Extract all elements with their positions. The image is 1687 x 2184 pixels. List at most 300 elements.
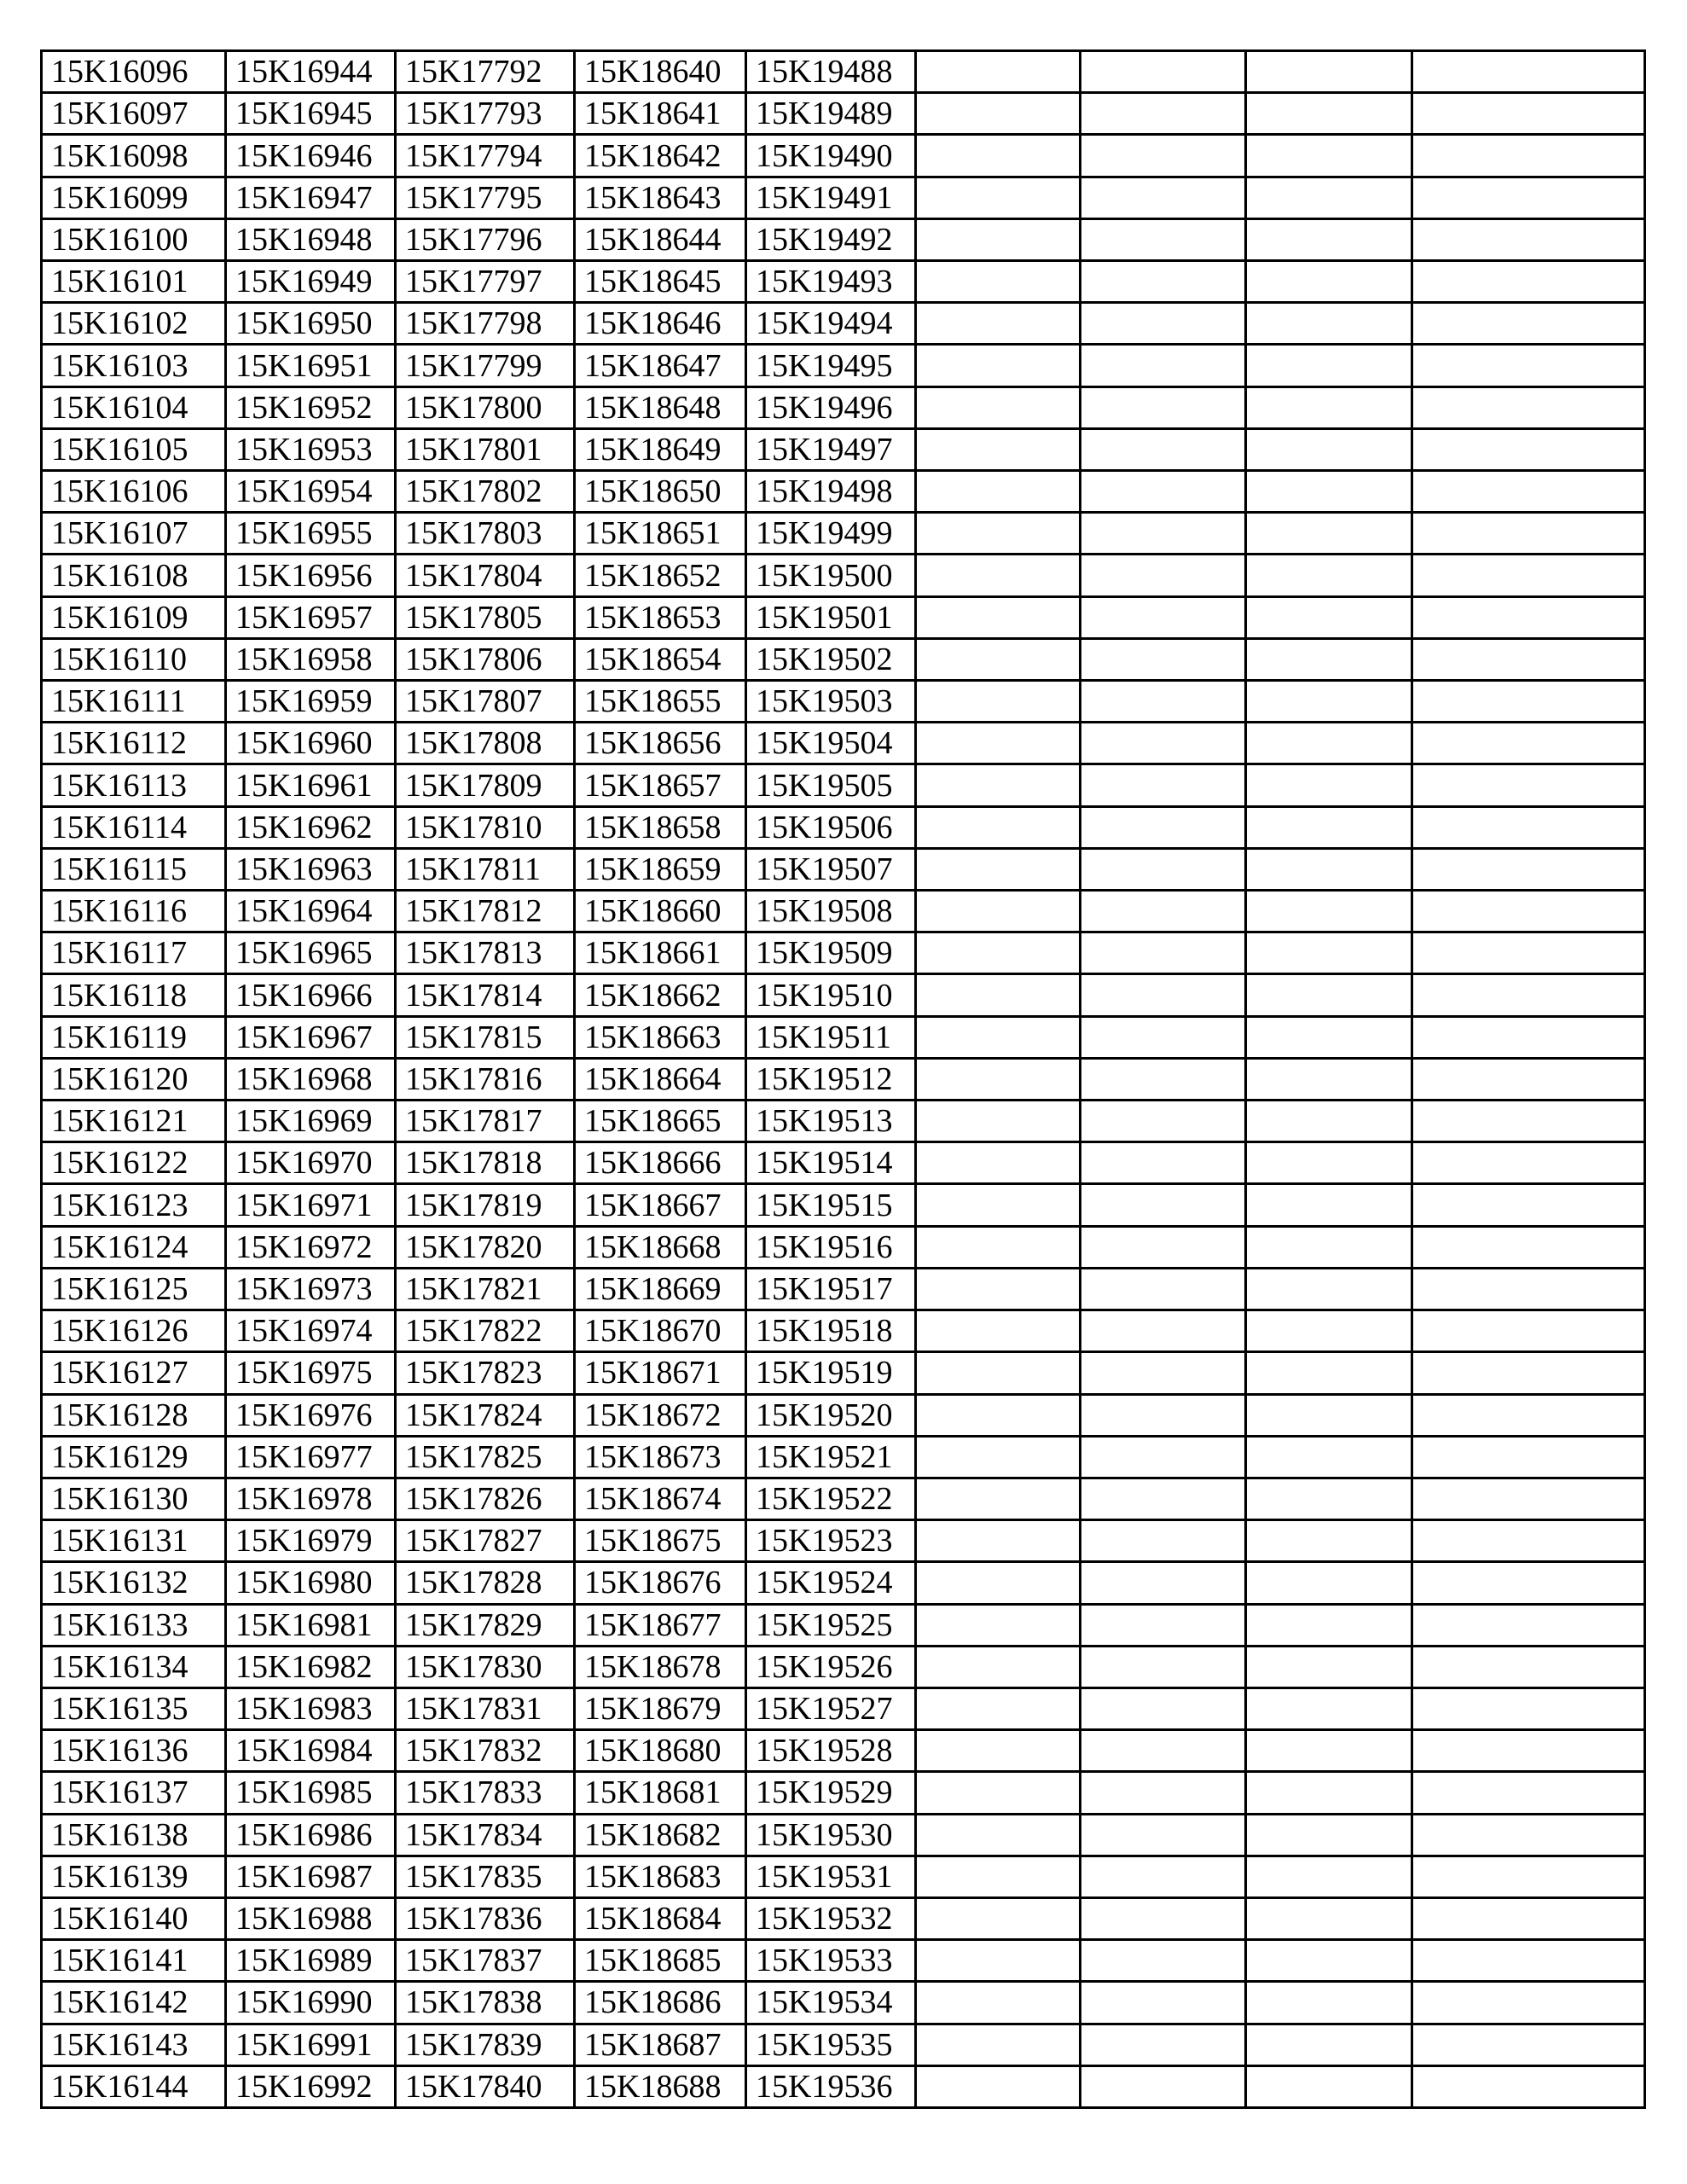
serial-cell: 15K16978 [226, 1478, 396, 1519]
serial-cell: 15K16097 [42, 93, 226, 135]
empty-cell [1412, 1142, 1645, 1184]
empty-cell [1081, 1016, 1246, 1058]
empty-cell [1246, 177, 1412, 218]
serial-cell: 15K16969 [226, 1101, 396, 1142]
serial-cell: 15K17817 [396, 1101, 575, 1142]
serial-cell: 15K17795 [396, 177, 575, 218]
empty-cell [1412, 723, 1645, 764]
table-row [42, 1897, 1645, 1939]
empty-cell [1412, 806, 1645, 848]
serial-cell: 15K19518 [746, 1310, 916, 1352]
serial-cell: 15K16973 [226, 1268, 396, 1310]
table-row [42, 218, 1645, 260]
table-row [42, 1184, 1645, 1226]
empty-cell [916, 555, 1081, 596]
empty-cell [1246, 848, 1412, 890]
table-row [42, 1394, 1645, 1436]
serial-cell: 15K16955 [226, 513, 396, 555]
serial-cell: 15K19515 [746, 1184, 916, 1226]
empty-cell [1081, 764, 1246, 806]
serial-cell: 15K18674 [575, 1478, 746, 1519]
serial-cell: 15K18668 [575, 1226, 746, 1268]
table-row [42, 1814, 1645, 1856]
serial-cell: 15K16946 [226, 135, 396, 177]
serial-cell: 15K17812 [396, 891, 575, 932]
empty-cell [1246, 1772, 1412, 1814]
serial-cell: 15K17794 [396, 135, 575, 177]
empty-cell [1246, 932, 1412, 974]
serial-cell: 15K18679 [575, 1687, 746, 1729]
serial-cell: 15K16966 [226, 974, 396, 1016]
empty-cell [1412, 303, 1645, 345]
serial-cell: 15K19531 [746, 1856, 916, 1897]
serial-cell: 15K18655 [575, 681, 746, 723]
empty-cell [1081, 1940, 1246, 1982]
empty-cell [1081, 848, 1246, 890]
serial-cell: 15K16144 [42, 2065, 226, 2107]
serial-cell: 15K16132 [42, 1562, 226, 1604]
empty-cell [916, 1226, 1081, 1268]
empty-cell [916, 2024, 1081, 2065]
serial-cell: 15K17828 [396, 1562, 575, 1604]
empty-cell [1412, 891, 1645, 932]
serial-cell: 15K17823 [396, 1352, 575, 1394]
empty-cell [916, 1101, 1081, 1142]
empty-cell [1081, 513, 1246, 555]
serial-cell: 15K17809 [396, 764, 575, 806]
empty-cell [916, 932, 1081, 974]
serial-cell: 15K18666 [575, 1142, 746, 1184]
serial-cell: 15K16110 [42, 638, 226, 680]
empty-cell [1412, 135, 1645, 177]
serial-cell: 15K16104 [42, 386, 226, 428]
table-row [42, 638, 1645, 680]
table-row [42, 555, 1645, 596]
table-row [42, 596, 1645, 638]
serial-cell: 15K19521 [746, 1436, 916, 1478]
serial-cell: 15K16113 [42, 764, 226, 806]
empty-cell [1412, 93, 1645, 135]
empty-cell [1246, 1562, 1412, 1604]
serial-cell: 15K16143 [42, 2024, 226, 2065]
empty-cell [1412, 1940, 1645, 1982]
serial-cell: 15K19517 [746, 1268, 916, 1310]
empty-cell [1412, 177, 1645, 218]
serial-cell: 15K18680 [575, 1730, 746, 1772]
serial-cell: 15K16989 [226, 1940, 396, 1982]
serial-cell: 15K17839 [396, 2024, 575, 2065]
serial-cell: 15K17807 [396, 681, 575, 723]
serial-cell: 15K19495 [746, 345, 916, 386]
table-row [42, 1604, 1645, 1646]
serial-cell: 15K18667 [575, 1184, 746, 1226]
serial-cell: 15K16107 [42, 513, 226, 555]
serial-cell: 15K16974 [226, 1310, 396, 1352]
empty-cell [1246, 681, 1412, 723]
serial-cell: 15K19500 [746, 555, 916, 596]
serial-cell: 15K17806 [396, 638, 575, 680]
empty-cell [916, 2065, 1081, 2107]
serial-cell: 15K17824 [396, 1394, 575, 1436]
serial-cell: 15K16960 [226, 723, 396, 764]
empty-cell [1081, 596, 1246, 638]
empty-cell [1081, 1856, 1246, 1897]
serial-cell: 15K18654 [575, 638, 746, 680]
empty-cell [1412, 1646, 1645, 1687]
empty-cell [1081, 1897, 1246, 1939]
table-row [42, 1226, 1645, 1268]
serial-cell: 15K17815 [396, 1016, 575, 1058]
serial-cell: 15K18648 [575, 386, 746, 428]
serial-cell: 15K16116 [42, 891, 226, 932]
empty-cell [1246, 1730, 1412, 1772]
empty-cell [1081, 1352, 1246, 1394]
table-row [42, 764, 1645, 806]
serial-cell: 15K17831 [396, 1687, 575, 1729]
empty-cell [1081, 932, 1246, 974]
serial-cell: 15K17822 [396, 1310, 575, 1352]
empty-cell [1246, 1142, 1412, 1184]
empty-cell [1246, 218, 1412, 260]
serial-cell: 15K17800 [396, 386, 575, 428]
empty-cell [1081, 1436, 1246, 1478]
serial-cell: 15K17792 [396, 51, 575, 93]
serial-cell: 15K19516 [746, 1226, 916, 1268]
serial-cell: 15K17810 [396, 806, 575, 848]
serial-cell: 15K16135 [42, 1687, 226, 1729]
empty-cell [1412, 345, 1645, 386]
serial-cell: 15K18641 [575, 93, 746, 135]
serial-cell: 15K19507 [746, 848, 916, 890]
empty-cell [1081, 891, 1246, 932]
serial-cell: 15K19525 [746, 1604, 916, 1646]
serial-cell: 15K18665 [575, 1101, 746, 1142]
serial-cell: 15K16977 [226, 1436, 396, 1478]
empty-cell [1412, 1268, 1645, 1310]
serial-cell: 15K17826 [396, 1478, 575, 1519]
serial-cell: 15K19519 [746, 1352, 916, 1394]
serial-cell: 15K19530 [746, 1814, 916, 1856]
table-row [42, 1520, 1645, 1562]
serial-cell: 15K19535 [746, 2024, 916, 2065]
table-row [42, 848, 1645, 890]
table-row [42, 891, 1645, 932]
serial-cell: 15K16123 [42, 1184, 226, 1226]
empty-cell [916, 1268, 1081, 1310]
table-row [42, 1856, 1645, 1897]
serial-cell: 15K16108 [42, 555, 226, 596]
serial-cell: 15K18677 [575, 1604, 746, 1646]
serial-cell: 15K16103 [42, 345, 226, 386]
serial-cell: 15K18685 [575, 1940, 746, 1982]
serial-cell: 15K19512 [746, 1058, 916, 1100]
empty-cell [1412, 1310, 1645, 1352]
serial-cell: 15K16137 [42, 1772, 226, 1814]
empty-cell [1246, 596, 1412, 638]
empty-cell [1246, 891, 1412, 932]
table-row [42, 932, 1645, 974]
empty-cell [1412, 1897, 1645, 1939]
empty-cell [1412, 51, 1645, 93]
empty-cell [916, 1856, 1081, 1897]
empty-cell [916, 135, 1081, 177]
serial-cell: 15K17821 [396, 1268, 575, 1310]
serial-cell: 15K16967 [226, 1016, 396, 1058]
serial-cell: 15K18688 [575, 2065, 746, 2107]
serial-cell: 15K16122 [42, 1142, 226, 1184]
table-row [42, 513, 1645, 555]
empty-cell [1246, 471, 1412, 513]
serial-cell: 15K18670 [575, 1310, 746, 1352]
empty-cell [1246, 1940, 1412, 1982]
empty-cell [1246, 1436, 1412, 1478]
serial-cell: 15K16127 [42, 1352, 226, 1394]
serial-cell: 15K16986 [226, 1814, 396, 1856]
serial-cell: 15K17829 [396, 1604, 575, 1646]
empty-cell [1081, 218, 1246, 260]
serial-cell: 15K16138 [42, 1814, 226, 1856]
table-row [42, 1058, 1645, 1100]
serial-cell: 15K18675 [575, 1520, 746, 1562]
serial-cell: 15K18640 [575, 51, 746, 93]
serial-cell: 15K16976 [226, 1394, 396, 1436]
serial-cell: 15K16970 [226, 1142, 396, 1184]
serial-cell: 15K16954 [226, 471, 396, 513]
table-row [42, 974, 1645, 1016]
serial-cell: 15K19490 [746, 135, 916, 177]
empty-cell [1246, 723, 1412, 764]
serial-cell: 15K16118 [42, 974, 226, 1016]
empty-cell [1081, 1772, 1246, 1814]
empty-cell [916, 1016, 1081, 1058]
table-row [42, 1478, 1645, 1519]
serial-cell: 15K17820 [396, 1226, 575, 1268]
serial-cell: 15K16126 [42, 1310, 226, 1352]
empty-cell [916, 891, 1081, 932]
empty-cell [1412, 218, 1645, 260]
serial-cell: 15K16953 [226, 428, 396, 470]
serial-cell: 15K17830 [396, 1646, 575, 1687]
empty-cell [916, 1687, 1081, 1729]
empty-cell [1246, 261, 1412, 303]
serial-cell: 15K17827 [396, 1520, 575, 1562]
serial-cell: 15K18672 [575, 1394, 746, 1436]
serial-cell: 15K16945 [226, 93, 396, 135]
empty-cell [1412, 596, 1645, 638]
table-row [42, 1352, 1645, 1394]
serial-cell: 15K19511 [746, 1016, 916, 1058]
empty-cell [1412, 471, 1645, 513]
serial-cell: 15K19523 [746, 1520, 916, 1562]
serial-cell: 15K16099 [42, 177, 226, 218]
serial-cell: 15K16972 [226, 1226, 396, 1268]
empty-cell [1246, 1184, 1412, 1226]
serial-cell: 15K18651 [575, 513, 746, 555]
serial-cell: 15K16987 [226, 1856, 396, 1897]
serial-cell: 15K16968 [226, 1058, 396, 1100]
empty-cell [1081, 1184, 1246, 1226]
serial-cell: 15K16139 [42, 1856, 226, 1897]
serial-cell: 15K17836 [396, 1897, 575, 1939]
serial-cell: 15K17813 [396, 932, 575, 974]
empty-cell [1081, 1226, 1246, 1268]
serial-cell: 15K17833 [396, 1772, 575, 1814]
empty-cell [916, 1562, 1081, 1604]
table-row [42, 2065, 1645, 2107]
table-body [42, 51, 1645, 2108]
empty-cell [1081, 1520, 1246, 1562]
table-row [42, 177, 1645, 218]
empty-cell [1246, 1101, 1412, 1142]
serial-cell: 15K19509 [746, 932, 916, 974]
serial-cell: 15K16985 [226, 1772, 396, 1814]
serial-cell: 15K16947 [226, 177, 396, 218]
serial-cell: 15K19504 [746, 723, 916, 764]
serial-cell: 15K18652 [575, 555, 746, 596]
empty-cell [1081, 428, 1246, 470]
serial-cell: 15K17832 [396, 1730, 575, 1772]
empty-cell [1081, 303, 1246, 345]
empty-cell [1246, 555, 1412, 596]
serial-cell: 15K18681 [575, 1772, 746, 1814]
empty-cell [1246, 1058, 1412, 1100]
serial-cell: 15K19524 [746, 1562, 916, 1604]
serial-cell: 15K18682 [575, 1814, 746, 1856]
empty-cell [1412, 974, 1645, 1016]
empty-cell [1246, 386, 1412, 428]
table-row [42, 135, 1645, 177]
empty-cell [1246, 764, 1412, 806]
serial-cell: 15K17835 [396, 1856, 575, 1897]
serial-cell: 15K18649 [575, 428, 746, 470]
empty-cell [916, 513, 1081, 555]
serial-cell: 15K16106 [42, 471, 226, 513]
serial-cell: 15K16111 [42, 681, 226, 723]
serial-cell: 15K18656 [575, 723, 746, 764]
empty-cell [1412, 386, 1645, 428]
empty-cell [916, 177, 1081, 218]
empty-cell [1412, 555, 1645, 596]
table-row [42, 1772, 1645, 1814]
empty-cell [1246, 2065, 1412, 2107]
empty-cell [1412, 681, 1645, 723]
empty-cell [1081, 1604, 1246, 1646]
empty-cell [1412, 1982, 1645, 2024]
serial-cell: 15K17793 [396, 93, 575, 135]
empty-cell [1081, 1268, 1246, 1310]
serial-cell: 15K19529 [746, 1772, 916, 1814]
serial-cell: 15K19520 [746, 1394, 916, 1436]
empty-cell [1412, 1226, 1645, 1268]
empty-cell [1412, 1058, 1645, 1100]
serial-number-table [40, 49, 1646, 2109]
serial-cell: 15K19502 [746, 638, 916, 680]
empty-cell [1412, 1856, 1645, 1897]
empty-cell [1081, 345, 1246, 386]
serial-cell: 15K16957 [226, 596, 396, 638]
serial-cell: 15K18647 [575, 345, 746, 386]
table-row [42, 428, 1645, 470]
empty-cell [916, 1394, 1081, 1436]
empty-cell [916, 471, 1081, 513]
serial-cell: 15K18650 [575, 471, 746, 513]
serial-cell: 15K18643 [575, 177, 746, 218]
empty-cell [1081, 681, 1246, 723]
empty-cell [1412, 261, 1645, 303]
serial-cell: 15K16112 [42, 723, 226, 764]
serial-cell: 15K17799 [396, 345, 575, 386]
empty-cell [1412, 1352, 1645, 1394]
empty-cell [916, 1982, 1081, 2024]
serial-cell: 15K19510 [746, 974, 916, 1016]
serial-cell: 15K18642 [575, 135, 746, 177]
serial-cell: 15K16975 [226, 1352, 396, 1394]
empty-cell [1081, 1730, 1246, 1772]
serial-cell: 15K17818 [396, 1142, 575, 1184]
serial-cell: 15K19506 [746, 806, 916, 848]
serial-cell: 15K16958 [226, 638, 396, 680]
empty-cell [1081, 1101, 1246, 1142]
serial-cell: 15K19528 [746, 1730, 916, 1772]
serial-cell: 15K16991 [226, 2024, 396, 2065]
serial-cell: 15K16102 [42, 303, 226, 345]
serial-cell: 15K16971 [226, 1184, 396, 1226]
serial-cell: 15K16096 [42, 51, 226, 93]
empty-cell [1246, 1268, 1412, 1310]
serial-cell: 15K16124 [42, 1226, 226, 1268]
empty-cell [1081, 1394, 1246, 1436]
serial-cell: 15K18646 [575, 303, 746, 345]
empty-cell [916, 51, 1081, 93]
empty-cell [916, 1184, 1081, 1226]
serial-cell: 15K18686 [575, 1982, 746, 2024]
serial-cell: 15K17838 [396, 1982, 575, 2024]
empty-cell [916, 764, 1081, 806]
empty-cell [916, 1646, 1081, 1687]
empty-cell [1246, 1310, 1412, 1352]
serial-cell: 15K19522 [746, 1478, 916, 1519]
serial-cell: 15K19493 [746, 261, 916, 303]
serial-cell: 15K16133 [42, 1604, 226, 1646]
serial-cell: 15K19501 [746, 596, 916, 638]
serial-cell: 15K17837 [396, 1940, 575, 1982]
empty-cell [1081, 2065, 1246, 2107]
serial-cell: 15K19492 [746, 218, 916, 260]
empty-cell [1246, 806, 1412, 848]
empty-cell [1081, 1142, 1246, 1184]
empty-cell [1412, 1016, 1645, 1058]
empty-cell [916, 386, 1081, 428]
serial-cell: 15K18684 [575, 1897, 746, 1939]
serial-cell: 15K19514 [746, 1142, 916, 1184]
serial-cell: 15K18683 [575, 1856, 746, 1897]
empty-cell [1246, 135, 1412, 177]
serial-cell: 15K16962 [226, 806, 396, 848]
empty-cell [1412, 2065, 1645, 2107]
empty-cell [916, 1058, 1081, 1100]
serial-cell: 15K16981 [226, 1604, 396, 1646]
serial-cell: 15K16131 [42, 1520, 226, 1562]
empty-cell [916, 638, 1081, 680]
empty-cell [1081, 1646, 1246, 1687]
empty-cell [1412, 1184, 1645, 1226]
table-row [42, 1016, 1645, 1058]
serial-cell: 15K17804 [396, 555, 575, 596]
serial-cell: 15K19508 [746, 891, 916, 932]
empty-cell [1412, 1814, 1645, 1856]
empty-cell [1081, 1687, 1246, 1729]
serial-cell: 15K17805 [396, 596, 575, 638]
